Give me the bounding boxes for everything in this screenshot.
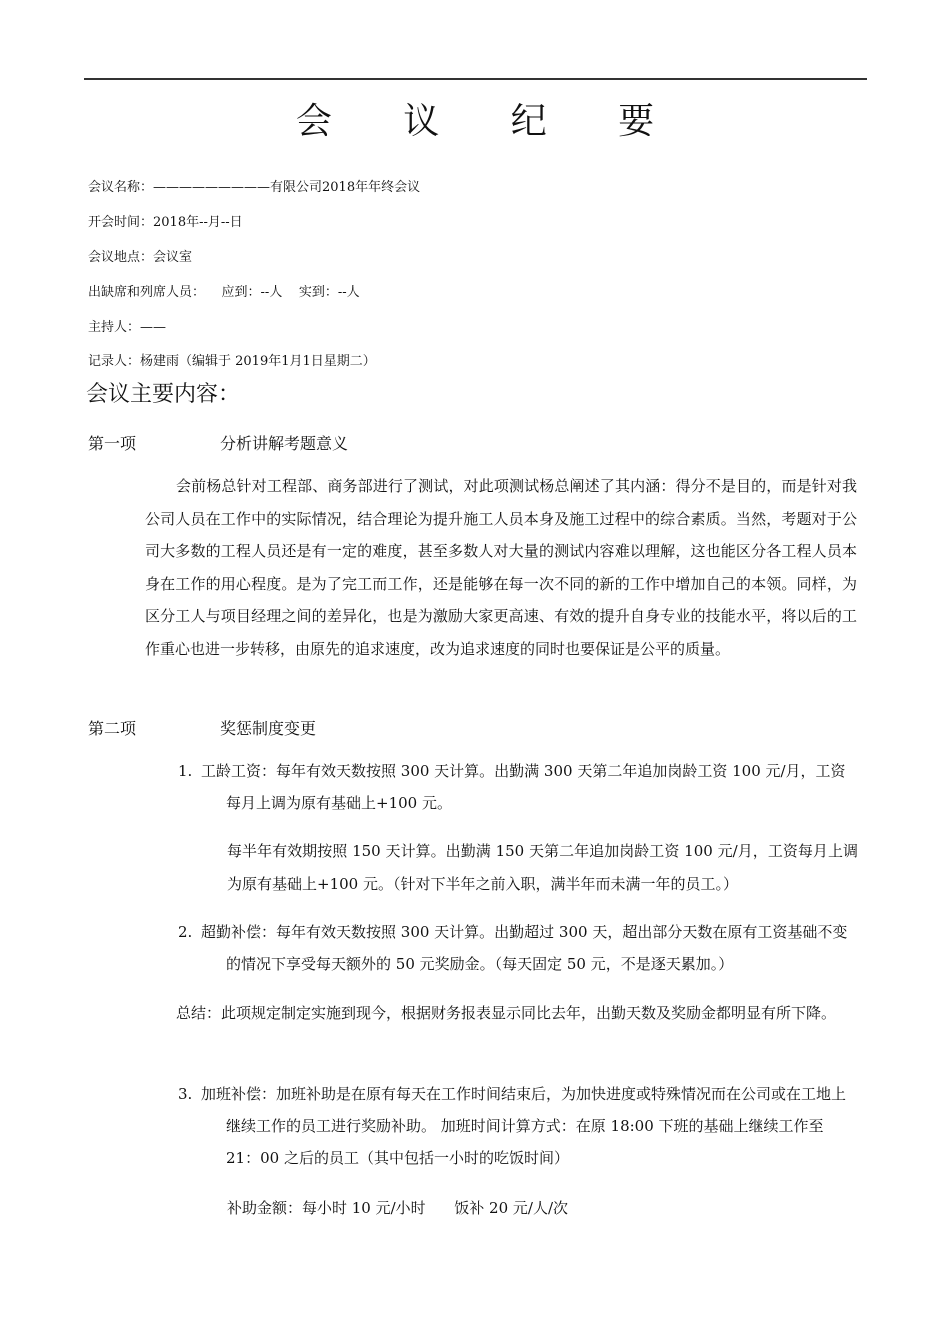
meeting-place: 会议地点：会议室 (88, 250, 193, 265)
list-item-2-number: 2. (178, 923, 193, 941)
list-item-1-text: 工龄工资：每年有效天数按照 300 天计算。出勤满 300 天第二年追加岗龄工资 100 元/月，工资每月上调为原有基础上+100 元。 (201, 762, 846, 812)
item-1-heading (88, 432, 348, 456)
item-1-number: 第一项 (88, 434, 137, 453)
list-item-1 (174, 755, 858, 819)
list-item-3 (174, 1078, 858, 1174)
main-content-heading: 会议主要内容： (86, 382, 241, 407)
list-item-2 (174, 916, 858, 980)
meeting-host: 主持人：—— (88, 320, 167, 335)
subsidy-amount: 补助金额：每小时 10 元/小时 饭补 20 元/人/次 (227, 1199, 569, 1217)
list-item-1-number: 1. (178, 762, 193, 780)
document-title: 会 议 纪 要 (295, 101, 685, 142)
item-2-heading (88, 717, 316, 741)
list-item-3-number: 3. (178, 1085, 193, 1103)
list-item-2-text: 超勤补偿：每年有效天数按照 300 天计算。出勤超过 300 天，超出部分天数在原有工资基础不变的情况下享受每天额外的 50 元奖励金。（每天固定 50 元，不是逐天累加。） (201, 923, 848, 973)
meeting-attendees: 出缺席和列席人员： 应到：--人 实到：--人 (88, 285, 360, 300)
top-rule (84, 78, 867, 80)
item-1-title: 分析讲解考题意义 (220, 434, 349, 453)
meeting-time: 开会时间：2018年--月--日 (88, 215, 243, 230)
list-item-3-text: 加班补偿：加班补助是在原有每天在工作时间结束后，为加快进度或特殊情况而在公司或在工地上继续工作的员工进行奖励补助。 加班时间计算方式：在原 18:00 下班的基础上继续工作至 21：00 之后的员工（其中包括一小时的吃饭时间） (201, 1085, 847, 1167)
meeting-name: 会议名称：—————————有限公司2018年年终会议 (88, 180, 421, 195)
half-year-paragraph: 每半年有效期按照 150 天计算。出勤满 150 天第二年追加岗龄工资 100 元/月，工资每月上调为原有基础上+100 元。（针对下半年之前入职，满半年而未满一年的员工。） (227, 842, 858, 893)
item-2-title: 奖惩制度变更 (220, 719, 317, 738)
summary-paragraph: 总结：此项规定制定实施到现今，根据财务报表显示同比去年，出勤天数及奖励金都明显有所下降。 (176, 1004, 837, 1022)
item-2-number: 第二项 (88, 719, 137, 738)
item-1-body: 会前杨总针对工程部、商务部进行了测试，对此项测试杨总阐述了其内涵：得分不是目的，而是针对我公司人员在工作中的实际情况，结合理论为提升施工人员本身及施工过程中的综合素质。当然，考题对于公司大多数的工程人员还是有一定的难度，甚至多数人对大量的测试内容难以理解，这也能区分各工程人员本身在工作的用心程度。是为了完工而工作，还是能够在每一次不同的新的工作中增加自己的本领。同样，为区分工人与项目经理之间的差异化，也是为激励大家更高速、有效的提升自身专业的技能水平，将以后的工作重心也进一步转移，由原先的追求速度，改为追求速度的同时也要保证是公平的质量。 (145, 477, 857, 658)
meeting-recorder: 记录人：杨建雨（编辑于 2019年1月1日星期二） (88, 354, 376, 369)
